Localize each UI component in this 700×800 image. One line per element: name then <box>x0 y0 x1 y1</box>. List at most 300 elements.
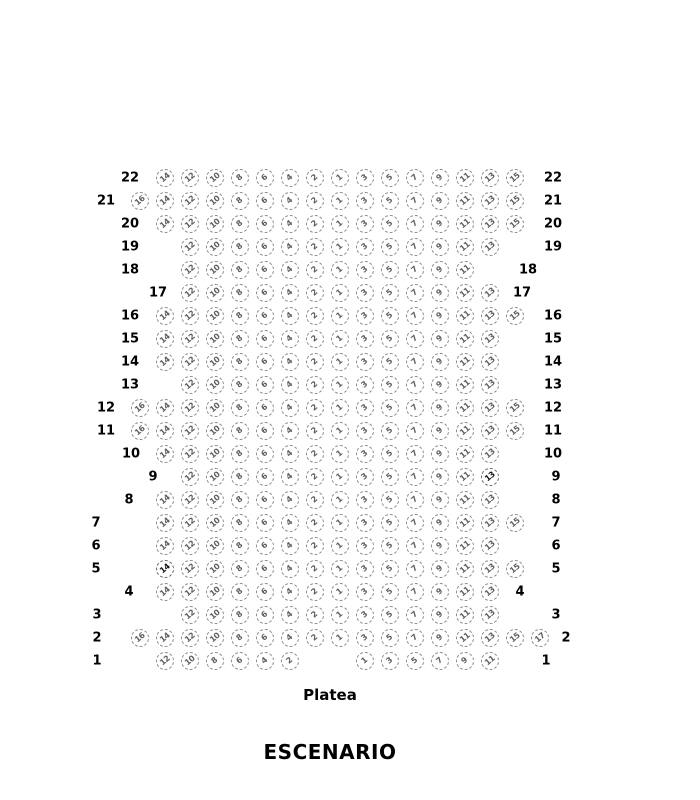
seat-row21-2[interactable] <box>306 192 324 210</box>
seat-row7-15[interactable] <box>506 514 524 532</box>
seat-row9-4[interactable] <box>281 468 299 486</box>
seat-row14-8[interactable] <box>231 353 249 371</box>
seat-row2-7[interactable] <box>406 629 424 647</box>
seat-row8-4[interactable] <box>281 491 299 509</box>
seat-row9-11[interactable] <box>456 468 474 486</box>
seat-row20-7[interactable] <box>406 215 424 233</box>
seat-row15-11[interactable] <box>456 330 474 348</box>
seat-row19-3[interactable] <box>356 238 374 256</box>
seat-row10-7[interactable] <box>406 445 424 463</box>
seat-row15-14[interactable] <box>156 330 174 348</box>
seat-row2-6[interactable] <box>256 629 274 647</box>
seat-row22-8[interactable] <box>231 169 249 187</box>
seat-row6-1[interactable] <box>331 537 349 555</box>
seat-row11-10[interactable] <box>206 422 224 440</box>
seat-row2-12[interactable] <box>181 629 199 647</box>
seat-row4-7[interactable] <box>406 583 424 601</box>
seat-row18-8[interactable] <box>231 261 249 279</box>
seat-row18-5[interactable] <box>381 261 399 279</box>
seat-row15-1[interactable] <box>331 330 349 348</box>
seat-row7-3[interactable] <box>356 514 374 532</box>
seat-row20-4[interactable] <box>281 215 299 233</box>
seat-row10-12[interactable] <box>181 445 199 463</box>
seat-row16-13[interactable] <box>481 307 499 325</box>
seat-row2-11[interactable] <box>456 629 474 647</box>
seat-row20-10[interactable] <box>206 215 224 233</box>
seat-row21-7[interactable] <box>406 192 424 210</box>
seat-row6-10[interactable] <box>206 537 224 555</box>
seat-row20-8[interactable] <box>231 215 249 233</box>
seat-row18-4[interactable] <box>281 261 299 279</box>
seat-row14-2[interactable] <box>306 353 324 371</box>
seat-row6-9[interactable] <box>431 537 449 555</box>
seat-row6-6[interactable] <box>256 537 274 555</box>
seat-row9-7[interactable] <box>406 468 424 486</box>
seat-row3-2[interactable] <box>306 606 324 624</box>
seat-row19-10[interactable] <box>206 238 224 256</box>
seat-row2-9[interactable] <box>431 629 449 647</box>
seat-row4-12[interactable] <box>181 583 199 601</box>
seat-row11-6[interactable] <box>256 422 274 440</box>
seat-row3-9[interactable] <box>431 606 449 624</box>
seat-row12-10[interactable] <box>206 399 224 417</box>
seat-row16-9[interactable] <box>431 307 449 325</box>
seat-row14-6[interactable] <box>256 353 274 371</box>
seat-row14-10[interactable] <box>206 353 224 371</box>
seat-row16-14[interactable] <box>156 307 174 325</box>
seat-row7-8[interactable] <box>231 514 249 532</box>
seat-row14-9[interactable] <box>431 353 449 371</box>
seat-row22-2[interactable] <box>306 169 324 187</box>
seat-row12-5[interactable] <box>381 399 399 417</box>
seat-row7-9[interactable] <box>431 514 449 532</box>
seat-row21-12[interactable] <box>181 192 199 210</box>
seat-row8-1[interactable] <box>331 491 349 509</box>
seat-row3-8[interactable] <box>231 606 249 624</box>
seat-row19-7[interactable] <box>406 238 424 256</box>
seat-row21-4[interactable] <box>281 192 299 210</box>
seat-row5-5[interactable] <box>381 560 399 578</box>
seat-row16-6[interactable] <box>256 307 274 325</box>
seat-row20-3[interactable] <box>356 215 374 233</box>
seat-row13-9[interactable] <box>431 376 449 394</box>
seat-row6-2[interactable] <box>306 537 324 555</box>
seat-row1-8[interactable] <box>206 652 224 670</box>
seat-row17-4[interactable] <box>281 284 299 302</box>
seat-row15-3[interactable] <box>356 330 374 348</box>
seat-row8-8[interactable] <box>231 491 249 509</box>
seat-row11-9[interactable] <box>431 422 449 440</box>
seat-row14-14[interactable] <box>156 353 174 371</box>
seat-row7-1[interactable] <box>331 514 349 532</box>
seat-row13-5[interactable] <box>381 376 399 394</box>
seat-row9-12[interactable] <box>181 468 199 486</box>
seat-row13-8[interactable] <box>231 376 249 394</box>
seat-row17-8[interactable] <box>231 284 249 302</box>
seat-row1-11[interactable] <box>481 652 499 670</box>
seat-row10-11[interactable] <box>456 445 474 463</box>
seat-row11-11[interactable] <box>456 422 474 440</box>
seat-row3-11[interactable] <box>456 606 474 624</box>
seat-row11-5[interactable] <box>381 422 399 440</box>
seat-row18-11[interactable] <box>456 261 474 279</box>
seat-row5-11[interactable] <box>456 560 474 578</box>
seat-row5-9[interactable] <box>431 560 449 578</box>
seat-row4-2[interactable] <box>306 583 324 601</box>
seat-row12-16[interactable] <box>131 399 149 417</box>
seat-row14-5[interactable] <box>381 353 399 371</box>
seat-row4-9[interactable] <box>431 583 449 601</box>
seat-row16-11[interactable] <box>456 307 474 325</box>
seat-row6-3[interactable] <box>356 537 374 555</box>
seat-row20-9[interactable] <box>431 215 449 233</box>
seat-row19-2[interactable] <box>306 238 324 256</box>
seat-row12-3[interactable] <box>356 399 374 417</box>
seat-row12-8[interactable] <box>231 399 249 417</box>
seat-row3-12[interactable] <box>181 606 199 624</box>
seat-row1-2[interactable] <box>281 652 299 670</box>
seat-row2-10[interactable] <box>206 629 224 647</box>
seat-row4-10[interactable] <box>206 583 224 601</box>
seat-row10-8[interactable] <box>231 445 249 463</box>
seat-row8-13[interactable] <box>481 491 499 509</box>
seat-row22-9[interactable] <box>431 169 449 187</box>
seat-row5-15[interactable] <box>506 560 524 578</box>
seat-row2-1[interactable] <box>331 629 349 647</box>
seat-row14-11[interactable] <box>456 353 474 371</box>
seat-row22-6[interactable] <box>256 169 274 187</box>
seat-row14-13[interactable] <box>481 353 499 371</box>
seat-row11-2[interactable] <box>306 422 324 440</box>
seat-row2-5[interactable] <box>381 629 399 647</box>
seat-row8-12[interactable] <box>181 491 199 509</box>
seat-row17-13[interactable] <box>481 284 499 302</box>
seat-row4-14[interactable] <box>156 583 174 601</box>
seat-row16-3[interactable] <box>356 307 374 325</box>
seat-row16-1[interactable] <box>331 307 349 325</box>
seat-row21-10[interactable] <box>206 192 224 210</box>
seat-row10-14[interactable] <box>156 445 174 463</box>
seat-row11-3[interactable] <box>356 422 374 440</box>
seat-row13-10[interactable] <box>206 376 224 394</box>
seat-row6-13[interactable] <box>481 537 499 555</box>
seat-row8-6[interactable] <box>256 491 274 509</box>
seat-row6-12[interactable] <box>181 537 199 555</box>
seat-row22-12[interactable] <box>181 169 199 187</box>
seat-row4-1[interactable] <box>331 583 349 601</box>
seat-row11-16[interactable] <box>131 422 149 440</box>
seat-row4-8[interactable] <box>231 583 249 601</box>
seat-row21-3[interactable] <box>356 192 374 210</box>
seat-row17-10[interactable] <box>206 284 224 302</box>
seat-row7-2[interactable] <box>306 514 324 532</box>
seat-row10-2[interactable] <box>306 445 324 463</box>
seat-row11-15[interactable] <box>506 422 524 440</box>
seat-row8-11[interactable] <box>456 491 474 509</box>
seat-row1-3[interactable] <box>381 652 399 670</box>
seat-row20-6[interactable] <box>256 215 274 233</box>
seat-row8-9[interactable] <box>431 491 449 509</box>
seat-row21-9[interactable] <box>431 192 449 210</box>
seat-row1-7[interactable] <box>431 652 449 670</box>
seat-row13-12[interactable] <box>181 376 199 394</box>
seat-row4-5[interactable] <box>381 583 399 601</box>
seat-row15-10[interactable] <box>206 330 224 348</box>
seat-row20-5[interactable] <box>381 215 399 233</box>
seat-row19-4[interactable] <box>281 238 299 256</box>
seat-row12-11[interactable] <box>456 399 474 417</box>
seat-row7-7[interactable] <box>406 514 424 532</box>
seat-row15-7[interactable] <box>406 330 424 348</box>
seat-row8-7[interactable] <box>406 491 424 509</box>
seat-row18-12[interactable] <box>181 261 199 279</box>
seat-row9-9[interactable] <box>431 468 449 486</box>
seat-row17-1[interactable] <box>331 284 349 302</box>
seat-row20-15[interactable] <box>506 215 524 233</box>
seat-row22-7[interactable] <box>406 169 424 187</box>
seat-row2-16[interactable] <box>131 629 149 647</box>
seat-row19-12[interactable] <box>181 238 199 256</box>
seat-row15-12[interactable] <box>181 330 199 348</box>
seat-row9-1[interactable] <box>331 468 349 486</box>
seat-row3-7[interactable] <box>406 606 424 624</box>
seat-row8-2[interactable] <box>306 491 324 509</box>
seat-row22-1[interactable] <box>331 169 349 187</box>
seat-row20-13[interactable] <box>481 215 499 233</box>
seat-row12-6[interactable] <box>256 399 274 417</box>
seat-row10-5[interactable] <box>381 445 399 463</box>
seat-row2-15[interactable] <box>506 629 524 647</box>
seat-row9-13[interactable] <box>481 468 499 486</box>
seat-row6-4[interactable] <box>281 537 299 555</box>
seat-row4-4[interactable] <box>281 583 299 601</box>
seat-row16-4[interactable] <box>281 307 299 325</box>
seat-row17-5[interactable] <box>381 284 399 302</box>
seat-row11-7[interactable] <box>406 422 424 440</box>
seat-row8-3[interactable] <box>356 491 374 509</box>
seat-row1-4[interactable] <box>256 652 274 670</box>
seat-row9-10[interactable] <box>206 468 224 486</box>
seat-row8-10[interactable] <box>206 491 224 509</box>
seat-row5-2[interactable] <box>306 560 324 578</box>
seat-row13-2[interactable] <box>306 376 324 394</box>
seat-row9-2[interactable] <box>306 468 324 486</box>
seat-row9-5[interactable] <box>381 468 399 486</box>
seat-row14-12[interactable] <box>181 353 199 371</box>
seat-row20-1[interactable] <box>331 215 349 233</box>
seat-row1-10[interactable] <box>181 652 199 670</box>
seat-row20-11[interactable] <box>456 215 474 233</box>
seat-row22-14[interactable] <box>156 169 174 187</box>
seat-row22-11[interactable] <box>456 169 474 187</box>
seat-row12-2[interactable] <box>306 399 324 417</box>
seat-row5-13[interactable] <box>481 560 499 578</box>
seat-row5-10[interactable] <box>206 560 224 578</box>
seat-row14-4[interactable] <box>281 353 299 371</box>
seat-row15-13[interactable] <box>481 330 499 348</box>
seat-row13-11[interactable] <box>456 376 474 394</box>
seat-row3-1[interactable] <box>331 606 349 624</box>
seat-row10-1[interactable] <box>331 445 349 463</box>
seat-row15-2[interactable] <box>306 330 324 348</box>
seat-row18-10[interactable] <box>206 261 224 279</box>
seat-row22-3[interactable] <box>356 169 374 187</box>
seat-row11-8[interactable] <box>231 422 249 440</box>
seat-row3-5[interactable] <box>381 606 399 624</box>
seat-row21-6[interactable] <box>256 192 274 210</box>
seat-row10-13[interactable] <box>481 445 499 463</box>
seat-row13-6[interactable] <box>256 376 274 394</box>
seat-row21-8[interactable] <box>231 192 249 210</box>
seat-row22-4[interactable] <box>281 169 299 187</box>
seat-row9-8[interactable] <box>231 468 249 486</box>
seat-row11-1[interactable] <box>331 422 349 440</box>
seat-row19-6[interactable] <box>256 238 274 256</box>
seat-row17-2[interactable] <box>306 284 324 302</box>
seat-row19-11[interactable] <box>456 238 474 256</box>
seat-row12-13[interactable] <box>481 399 499 417</box>
seat-row7-14[interactable] <box>156 514 174 532</box>
seat-row12-7[interactable] <box>406 399 424 417</box>
seat-row14-1[interactable] <box>331 353 349 371</box>
seat-row9-6[interactable] <box>256 468 274 486</box>
seat-row2-14[interactable] <box>156 629 174 647</box>
seat-row7-4[interactable] <box>281 514 299 532</box>
seat-row20-2[interactable] <box>306 215 324 233</box>
seat-row12-12[interactable] <box>181 399 199 417</box>
seat-row17-9[interactable] <box>431 284 449 302</box>
seat-row20-14[interactable] <box>156 215 174 233</box>
seat-row6-14[interactable] <box>156 537 174 555</box>
seat-row6-5[interactable] <box>381 537 399 555</box>
seat-row15-8[interactable] <box>231 330 249 348</box>
seat-row17-12[interactable] <box>181 284 199 302</box>
seat-row13-4[interactable] <box>281 376 299 394</box>
seat-row3-10[interactable] <box>206 606 224 624</box>
seat-row3-4[interactable] <box>281 606 299 624</box>
seat-row11-12[interactable] <box>181 422 199 440</box>
seat-row6-8[interactable] <box>231 537 249 555</box>
seat-row7-12[interactable] <box>181 514 199 532</box>
seat-row18-7[interactable] <box>406 261 424 279</box>
seat-row19-8[interactable] <box>231 238 249 256</box>
seat-row21-11[interactable] <box>456 192 474 210</box>
seat-row8-5[interactable] <box>381 491 399 509</box>
seat-row2-2[interactable] <box>306 629 324 647</box>
seat-row12-9[interactable] <box>431 399 449 417</box>
seat-row7-10[interactable] <box>206 514 224 532</box>
seat-row16-2[interactable] <box>306 307 324 325</box>
seat-row7-5[interactable] <box>381 514 399 532</box>
seat-row4-11[interactable] <box>456 583 474 601</box>
seat-row11-14[interactable] <box>156 422 174 440</box>
seat-row12-1[interactable] <box>331 399 349 417</box>
seat-row8-14[interactable] <box>156 491 174 509</box>
seat-row2-13[interactable] <box>481 629 499 647</box>
seat-row2-3[interactable] <box>356 629 374 647</box>
seat-row5-1[interactable] <box>331 560 349 578</box>
seat-row7-13[interactable] <box>481 514 499 532</box>
seat-row6-11[interactable] <box>456 537 474 555</box>
seat-row16-10[interactable] <box>206 307 224 325</box>
seat-row19-5[interactable] <box>381 238 399 256</box>
seat-row19-13[interactable] <box>481 238 499 256</box>
seat-row15-9[interactable] <box>431 330 449 348</box>
seat-row17-6[interactable] <box>256 284 274 302</box>
seat-row17-3[interactable] <box>356 284 374 302</box>
seat-row21-1[interactable] <box>331 192 349 210</box>
seat-row17-11[interactable] <box>456 284 474 302</box>
seat-row22-15[interactable] <box>506 169 524 187</box>
seat-row3-3[interactable] <box>356 606 374 624</box>
seat-row20-12[interactable] <box>181 215 199 233</box>
seat-row16-15[interactable] <box>506 307 524 325</box>
seat-row18-2[interactable] <box>306 261 324 279</box>
seat-row6-7[interactable] <box>406 537 424 555</box>
seat-row1-1[interactable] <box>356 652 374 670</box>
seat-row18-9[interactable] <box>431 261 449 279</box>
seat-row16-8[interactable] <box>231 307 249 325</box>
seat-row21-13[interactable] <box>481 192 499 210</box>
seat-row7-6[interactable] <box>256 514 274 532</box>
seat-row11-13[interactable] <box>481 422 499 440</box>
seat-row14-3[interactable] <box>356 353 374 371</box>
seat-row2-4[interactable] <box>281 629 299 647</box>
seat-row15-5[interactable] <box>381 330 399 348</box>
seat-row16-5[interactable] <box>381 307 399 325</box>
seat-row5-3[interactable] <box>356 560 374 578</box>
seat-row21-14[interactable] <box>156 192 174 210</box>
seat-row5-12[interactable] <box>181 560 199 578</box>
seat-row14-7[interactable] <box>406 353 424 371</box>
seat-row7-11[interactable] <box>456 514 474 532</box>
seat-row10-10[interactable] <box>206 445 224 463</box>
seat-row11-4[interactable] <box>281 422 299 440</box>
seat-row10-3[interactable] <box>356 445 374 463</box>
seat-row12-4[interactable] <box>281 399 299 417</box>
seat-row12-14[interactable] <box>156 399 174 417</box>
seat-row13-3[interactable] <box>356 376 374 394</box>
seat-row13-13[interactable] <box>481 376 499 394</box>
seat-row2-8[interactable] <box>231 629 249 647</box>
seat-row15-6[interactable] <box>256 330 274 348</box>
seat-row9-3[interactable] <box>356 468 374 486</box>
seat-row10-4[interactable] <box>281 445 299 463</box>
seat-row21-5[interactable] <box>381 192 399 210</box>
seat-row18-1[interactable] <box>331 261 349 279</box>
seat-row21-15[interactable] <box>506 192 524 210</box>
seat-row4-3[interactable] <box>356 583 374 601</box>
seat-row16-7[interactable] <box>406 307 424 325</box>
seat-row5-4[interactable] <box>281 560 299 578</box>
seat-row1-6[interactable] <box>231 652 249 670</box>
seat-row18-3[interactable] <box>356 261 374 279</box>
seat-row3-13[interactable] <box>481 606 499 624</box>
seat-row3-6[interactable] <box>256 606 274 624</box>
seat-row2-17[interactable] <box>531 629 549 647</box>
seat-row17-7[interactable] <box>406 284 424 302</box>
seat-row12-15[interactable] <box>506 399 524 417</box>
seat-row4-6[interactable] <box>256 583 274 601</box>
seat-row5-7[interactable] <box>406 560 424 578</box>
seat-row5-8[interactable] <box>231 560 249 578</box>
seat-row13-7[interactable] <box>406 376 424 394</box>
seat-row1-5[interactable] <box>406 652 424 670</box>
seat-row13-1[interactable] <box>331 376 349 394</box>
seat-row5-14[interactable] <box>156 560 174 578</box>
seat-row15-4[interactable] <box>281 330 299 348</box>
seat-row21-16[interactable] <box>131 192 149 210</box>
